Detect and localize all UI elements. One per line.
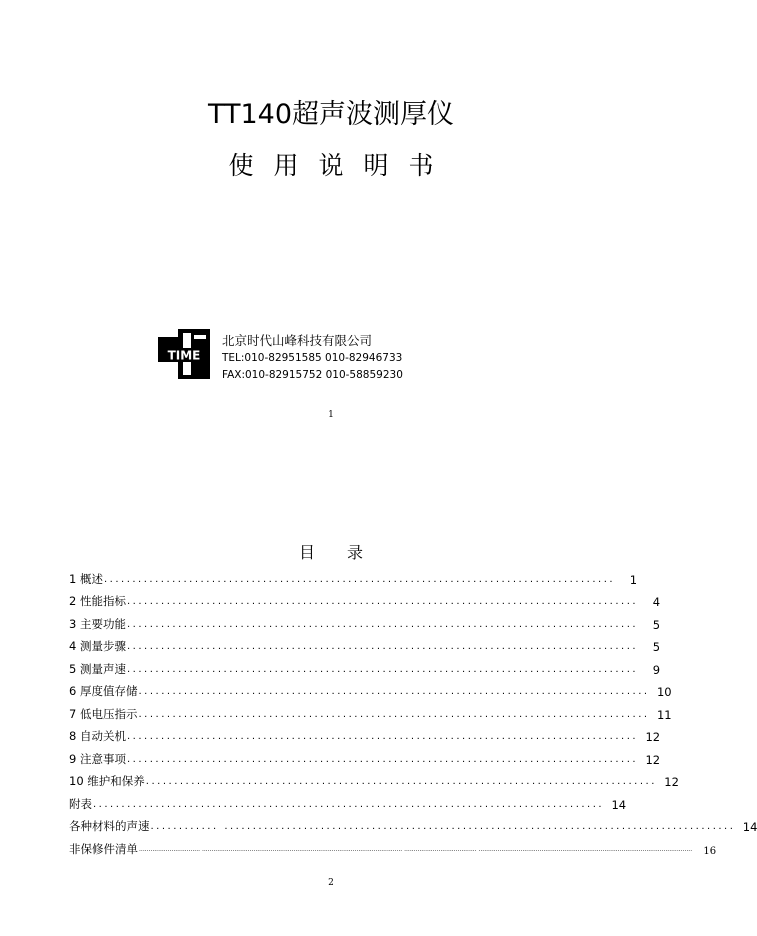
toc-item-page: 12	[645, 730, 661, 744]
toc-item-page: 5	[652, 617, 661, 632]
table-of-contents	[69, 564, 757, 857]
toc-leader: ..........................................................................................	[103, 573, 616, 585]
toc-item-label: 1 概述	[69, 571, 103, 586]
page-number-2: 2	[328, 878, 334, 888]
toc-leader: ..........................................................................................	[93, 798, 605, 810]
page-number-1: 1	[328, 410, 334, 420]
toc-item-low-voltage[interactable]	[69, 699, 672, 722]
document-title: TT140超声波测厚仪	[207, 99, 455, 130]
toc-title: 目录	[298, 543, 395, 562]
toc-item-page: 12	[645, 752, 661, 767]
toc-item-page: 14	[742, 820, 757, 834]
company-logo	[158, 329, 210, 379]
toc-item-label: 10 维护和保养	[69, 774, 145, 788]
toc-item-label: 附表	[69, 796, 92, 811]
company-name: 北京时代山峰科技有限公司	[222, 333, 373, 348]
toc-leader: ..........................................................................................	[145, 776, 657, 787]
toc-item-material-velocities[interactable]	[69, 812, 757, 835]
toc-item-auto-off[interactable]	[69, 722, 661, 745]
toc-item-label: 2 性能指标	[69, 594, 126, 608]
toc-leader: ................................ ......................................................................................................... ...................................... ................................................................................................................	[139, 845, 693, 853]
toc-item-label: 8 自动关机	[69, 729, 126, 743]
toc-item-page: 11	[656, 707, 672, 722]
toc-item-label: 各种材料的声速	[69, 819, 150, 833]
toc-item-maintenance[interactable]	[69, 767, 679, 790]
toc-item-appendix[interactable]	[69, 789, 627, 812]
toc-leader: ..........................................................................................	[126, 641, 639, 652]
toc-item-page: 1	[629, 572, 638, 587]
company-tel: TEL:010-82951585 010-82946733	[222, 352, 403, 364]
toc-leader: ..........................................................................................	[138, 708, 650, 720]
toc-leader: ..........................................................................................	[126, 596, 639, 607]
toc-item-page: 12	[664, 775, 679, 789]
toc-item-label: 4 测量步骤	[69, 639, 126, 653]
toc-item-non-warranty-parts[interactable]	[69, 834, 717, 857]
toc-item-overview[interactable]	[69, 564, 638, 587]
toc-item-label: 9 注意事项	[69, 751, 126, 766]
toc-item-precautions[interactable]	[69, 744, 661, 767]
toc-item-page: 14	[611, 797, 627, 812]
toc-leader: ..........................................................................................	[126, 618, 639, 630]
toc-leader: ..........................................................................................	[126, 663, 639, 675]
toc-item-storage[interactable]	[69, 677, 672, 700]
toc-item-page: 10	[656, 685, 672, 699]
toc-item-label: 7 低电压指示	[69, 706, 138, 721]
toc-leader: ..........................................................................................	[126, 753, 639, 765]
toc-item-measure-steps[interactable]	[69, 632, 661, 655]
toc-item-page: 5	[652, 640, 661, 654]
toc-leader: ..........................................................................................	[138, 686, 650, 697]
document-subtitle: 使用说明书	[228, 151, 454, 180]
toc-item-page: 4	[652, 595, 661, 609]
toc-item-specs[interactable]	[69, 587, 661, 610]
logo-text: TIME	[167, 348, 201, 363]
toc-item-label: 6 厚度值存储	[69, 684, 138, 698]
company-fax: FAX:010-82915752 010-58859230	[222, 369, 403, 381]
toc-item-sound-velocity[interactable]	[69, 654, 661, 677]
toc-item-label: 非保修件清单	[69, 841, 138, 856]
toc-item-label: 5 测量声速	[69, 661, 126, 676]
toc-item-functions[interactable]	[69, 609, 661, 632]
toc-item-page: 9	[652, 662, 661, 677]
toc-item-label: 3 主要功能	[69, 616, 126, 631]
toc-item-page: 16	[703, 845, 717, 857]
toc-leader: ............ ..........................................................................................	[150, 821, 736, 832]
toc-leader: ..........................................................................................	[126, 731, 639, 742]
